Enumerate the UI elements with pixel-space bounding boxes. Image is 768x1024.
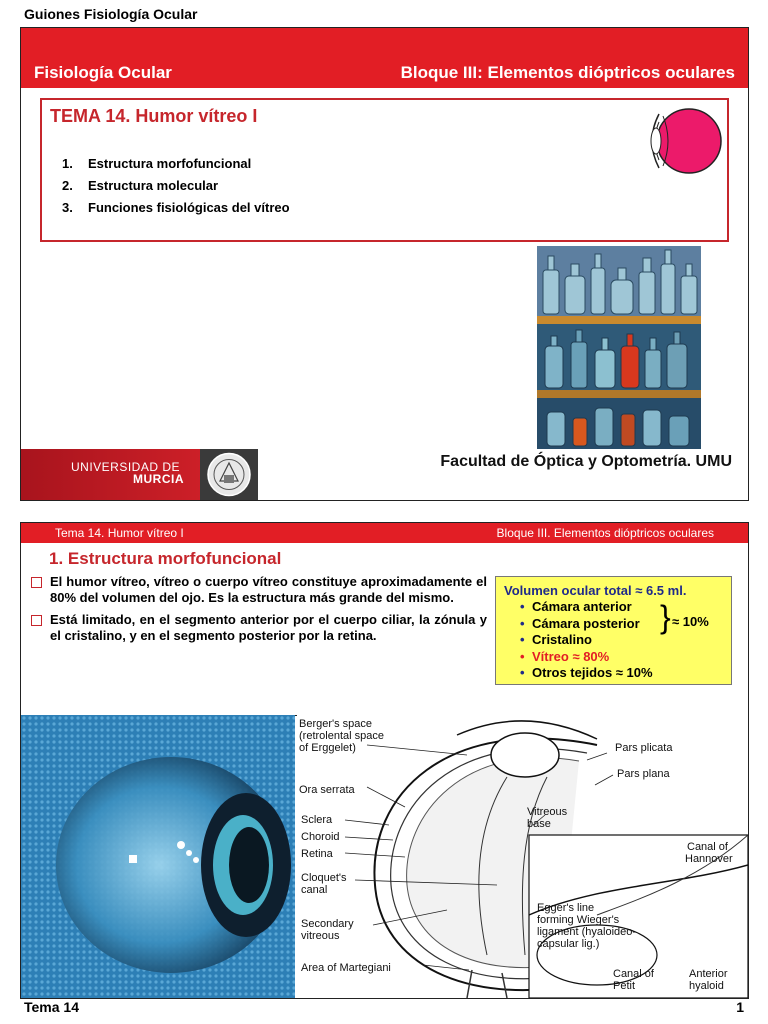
university-seal-icon (200, 449, 258, 500)
eye-specimen-photo (21, 715, 295, 998)
label-pars-plana: Pars plana (617, 768, 670, 780)
slide-block: Bloque III. Elementos dióptricos oculares (496, 526, 714, 540)
svg-text:canal: canal (301, 884, 328, 896)
university-name-line2: MURCIA (133, 472, 184, 486)
svg-text:ligament (hyaloideo-: ligament (hyaloideo- (537, 926, 637, 938)
label-sclera: Sclera (301, 814, 333, 826)
document-header: Guiones Fisiología Ocular (24, 6, 198, 22)
label-anterior-hyaloid: Anterior (689, 968, 728, 980)
eyeball-icon (639, 106, 725, 176)
university-logo (21, 449, 258, 500)
list-item: • Cámara posterior (520, 615, 640, 631)
university-name-line1: UNIVERSIDAD DE (71, 460, 181, 474)
slide-cover (20, 27, 749, 501)
list-item: • Vítreo ≈ 80% (520, 648, 610, 664)
label-vitreous-base: Vitreous (527, 806, 568, 818)
label-eggers-line: Egger's line (537, 902, 595, 914)
svg-text:Petit: Petit (613, 980, 636, 992)
bottles-painting (537, 246, 701, 449)
slide-topic: Tema 14. Humor vítreo I (55, 526, 184, 540)
document-footer-topic: Tema 14 (24, 999, 79, 1015)
list-item: 1. Estructura morfofuncional (62, 156, 252, 171)
slide-header-bar (21, 523, 748, 543)
label-canal-petit: Canal of (613, 968, 654, 980)
list-item: Está limitado, en el segmento anterior por el cuerpo ciliar, la zónula y el cristalino, y en el segmento posterior por la retina. (31, 612, 487, 644)
label-secondary-vitreous: Secondary (301, 918, 354, 930)
brace-label: ≈ 10% (672, 614, 709, 629)
label-cloquets-canal: Cloquet's (301, 872, 347, 884)
cover-banner (21, 28, 748, 88)
list-item: • Cámara anterior (520, 599, 632, 614)
block-title: Bloque III: Elementos dióptricos oculares (400, 63, 735, 82)
list-item: 3. Funciones fisiológicas del vítreo (62, 200, 290, 215)
volume-box (495, 576, 732, 685)
svg-text:(retrolental space: (retrolental space (299, 730, 384, 742)
list-item: • Otros tejidos ≈ 10% (520, 665, 653, 680)
brace-icon: } (660, 599, 671, 635)
svg-text:capsular lig.): capsular lig.) (537, 938, 600, 950)
topic-box (40, 98, 729, 242)
list-item: • Cristalino (520, 632, 592, 647)
label-retina: Retina (301, 848, 333, 860)
label-choroid: Choroid (301, 831, 340, 843)
list-item: El humor vítreo, vítreo o cuerpo vítreo constituye aproximadamente el 80% del volumen del ojo. Es la estructura más grande del mismo. (31, 574, 487, 606)
volume-list (520, 599, 653, 682)
svg-text:vitreous: vitreous (301, 930, 340, 942)
svg-text:Hannover: Hannover (685, 853, 733, 865)
section-title: 1. Estructura morfofuncional (49, 549, 282, 568)
svg-text:hyaloid: hyaloid (689, 980, 724, 992)
checkbox-bullet-icon (31, 577, 42, 588)
topic-title: TEMA 14. Humor vítreo I (50, 106, 258, 126)
label-bergers-space: Berger's space (299, 718, 373, 730)
label-ora-serrata: Ora serrata (299, 784, 355, 796)
slide-structure (20, 522, 749, 999)
svg-text:base: base (527, 818, 551, 830)
cover-footer (21, 449, 748, 500)
faculty-name: Facultad de Óptica y Optometría. UMU (440, 453, 732, 470)
label-canal-hannover: Canal of (687, 841, 728, 853)
label-area-martegiani: Area of Martegiani (301, 962, 391, 974)
list-item: 2. Estructura molecular (62, 178, 219, 193)
volume-title: Volumen ocular total ≈ 6.5 ml. (504, 583, 687, 598)
topic-list (62, 156, 290, 222)
svg-text:forming Wieger's: forming Wieger's (537, 914, 620, 926)
course-title: Fisiología Ocular (34, 63, 172, 82)
page-number: 1 (736, 999, 744, 1015)
svg-text:of Erggelet): of Erggelet) (299, 742, 356, 754)
vitreous-anatomy-diagram (297, 715, 748, 998)
bullet-list (31, 574, 487, 650)
label-pars-plicata: Pars plicata (615, 742, 673, 754)
checkbox-bullet-icon (31, 615, 42, 626)
